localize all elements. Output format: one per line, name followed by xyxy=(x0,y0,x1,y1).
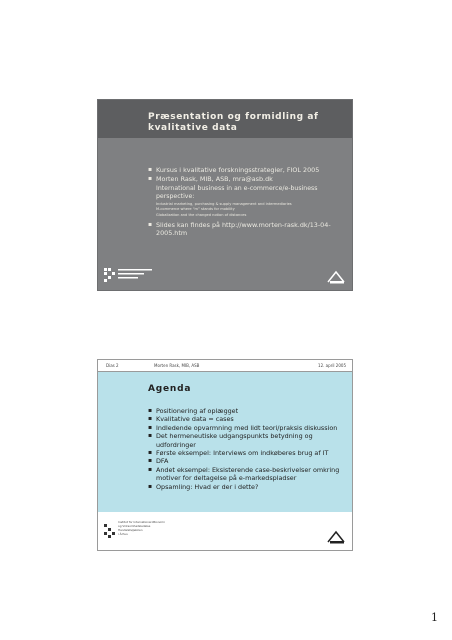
agenda-item: ▪ Positionering af oplægget xyxy=(148,407,348,415)
institution-name xyxy=(118,520,165,536)
agenda-item: ▪ Kvalitative data = cases xyxy=(148,415,348,423)
school-logo xyxy=(104,268,164,282)
agenda-item: ▪ DFA xyxy=(148,457,348,465)
page-number: 1 xyxy=(431,611,438,624)
sub-line-3: Globalization and the changed notion of distances xyxy=(156,213,247,217)
school-logo xyxy=(104,524,116,538)
agenda-item: ▪ Opsamling: Hvad er der i dette? xyxy=(148,483,348,491)
header-date: 12. april 2005 xyxy=(318,363,346,368)
slide-2-header xyxy=(98,360,352,372)
agenda-item: ▪ Første eksempel: Interviews om indkøberes brug af IT xyxy=(148,449,348,457)
slide-2-title: Agenda xyxy=(148,384,192,394)
footer-line-3: Handelshøjskolen xyxy=(118,528,143,532)
slide-2-content xyxy=(98,372,352,514)
agenda-item: ▪ Andet eksempel: Eksisterende case-beskrivelser omkring motiver for deltagelse på e-markedspladser xyxy=(148,466,348,483)
header-author: Morten Rask, MIB, ASB xyxy=(154,363,200,368)
sub-line-2: M-commerce where “m” stands for mobility xyxy=(156,207,235,212)
footer-line-1: Institut for International Økonomi xyxy=(118,520,165,524)
sub-heading: International business in an e-commerce/e-business perspective: xyxy=(156,184,318,200)
asb-logo xyxy=(326,530,346,544)
footer-line-2: og Virksomhedsledelse xyxy=(118,524,151,528)
agenda-item: ▪ Det hermeneutiske udgangspunkts betydning og udfordringer xyxy=(148,432,348,449)
slide-1-title: Præsentation og formidling af kvalitative data xyxy=(148,112,319,133)
slide-2 xyxy=(97,359,353,551)
bullet-author: ▪ Morten Rask, MIB, ASB, mra@asb.dk xyxy=(148,175,348,183)
agenda-item: ▪ Indledende opvarmning med lidt teori/praksis diskussion xyxy=(148,424,348,432)
slide-1 xyxy=(97,99,353,291)
bullet-course: ▪ Kursus i kvalitative forskningsstrategier, FIOL 2005 xyxy=(148,166,348,174)
bullet-slides-link: ▪ Slides kan findes på http://www.morten-rask.dk/13-04-2005.htm xyxy=(148,221,348,238)
footer-line-4: i Århus xyxy=(118,532,128,536)
sub-line-1: Industrial marketing, purchasing & supply management and intermediaries xyxy=(156,201,292,206)
slide-number: Dias 2 xyxy=(106,363,119,368)
asb-logo xyxy=(326,270,346,284)
slide-2-footer xyxy=(98,512,352,550)
agenda-list xyxy=(148,407,348,491)
slide-1-body xyxy=(148,166,348,238)
